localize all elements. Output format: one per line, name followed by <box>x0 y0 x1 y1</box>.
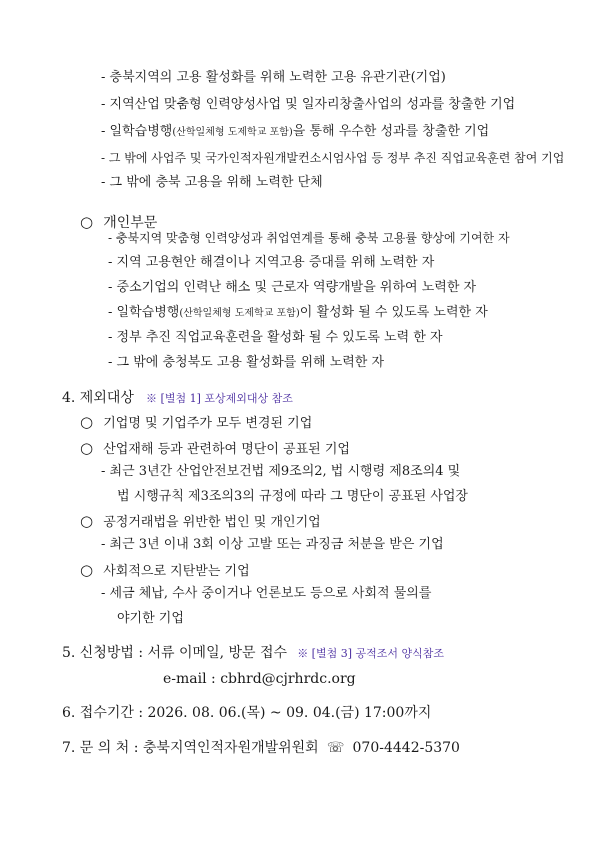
exclusion-item-text: 산업재해 등과 관련하여 명단이 공표된 기업 <box>103 442 350 457</box>
circle-bullet-icon: ○ <box>80 561 94 579</box>
org-item: - 그 밖에 사업주 및 국가인적자원개발컨소시엄사업 등 정부 추진 직업교육훈련 참여 기업 <box>101 151 565 165</box>
org-item: - 충북지역의 고용 활성화를 위해 노력한 고용 유관기관(기업) <box>101 70 446 85</box>
personal-item: - 충북지역 맞춤형 인력양성과 취업연계를 통해 충북 고용률 향상에 기여한 자 <box>108 231 510 245</box>
org-item: - 그 밖에 충북 고용을 위해 노력한 단체 <box>101 175 323 190</box>
exclusion-item-text: 기업명 및 기업주가 모두 변경된 기업 <box>103 416 313 431</box>
contact-line <box>62 738 460 759</box>
personal-item: - 지역 고용현안 해결이나 지역고용 증대를 위해 노력한 자 <box>108 255 435 270</box>
phone-icon: ☏ <box>326 740 345 756</box>
exclusion-item-text: 공정거래법을 위반한 법인 및 개인기업 <box>103 515 321 530</box>
contact-text: 7. 문 의 처 : 충북지역인적자원개발위원회 <box>62 740 319 756</box>
exclusion-note: ※ [별첨 1] 포상제외대상 참조 <box>146 392 293 405</box>
org-item: - 지역산업 맞춤형 인력양성사업 및 일자리창출사업의 성과를 창출한 기업 <box>101 97 516 112</box>
circle-bullet-icon: ○ <box>80 439 94 457</box>
personal-item-text: - 일학습병행 <box>108 305 180 320</box>
exclusion-subitem: - 최근 3년간 산업안전보건법 제9조의2, 법 시행령 제8조의4 및 <box>101 464 461 479</box>
circle-bullet-icon: ○ <box>80 512 94 530</box>
exclusion-subitem-continued: 법 시행규칙 제3조의3의 규정에 따라 그 명단이 공표된 사업장 <box>117 489 468 504</box>
circle-bullet-icon: ○ <box>80 213 94 231</box>
personal-title: 개인부문 <box>103 215 158 231</box>
exclusion-heading-line <box>62 388 293 409</box>
exclusion-subitem: - 세금 체납, 수사 중이거나 언론보도 등으로 사회적 물의를 <box>101 586 432 601</box>
application-line <box>62 643 444 664</box>
org-item-text: - 일학습병행 <box>101 124 173 139</box>
contact-phone: 070-4442-5370 <box>352 740 460 756</box>
application-email: e-mail : cbhrd@cjrhrdc.org <box>163 671 356 687</box>
personal-item: - 중소기업의 인력난 해소 및 근로자 역량개발을 위하여 노력한 자 <box>108 280 477 295</box>
circle-bullet-icon: ○ <box>80 413 94 431</box>
org-item-small-text: (산학일체형 도제학교 포함) <box>172 127 293 138</box>
exclusion-heading: 4. 제외대상 <box>62 390 134 406</box>
exclusion-subitem: - 최근 3년 이내 3회 이상 고발 또는 과징금 처분을 받은 기업 <box>101 537 444 552</box>
personal-item: - 그 밖에 충청북도 고용 활성화를 위해 노력한 자 <box>108 355 385 370</box>
personal-item-small-text: (산학일체형 도제학교 포함) <box>179 308 300 319</box>
org-item <box>101 122 489 143</box>
exclusion-subitem-continued: 야기한 기업 <box>117 611 184 626</box>
exclusion-item <box>80 511 321 533</box>
exclusion-item <box>80 412 312 434</box>
reception-period: 6. 접수기간 : 2026. 08. 06.(목) ~ 09. 04.(금) 17:00까지 <box>62 705 432 721</box>
personal-item <box>108 303 488 324</box>
application-note: ※ [별첨 3] 공적조서 양식참조 <box>297 647 445 660</box>
exclusion-item-text: 사회적으로 지탄받는 기업 <box>103 564 250 579</box>
exclusion-item <box>80 438 350 460</box>
exclusion-item <box>80 560 250 582</box>
personal-item: - 정부 추진 직업교육훈련을 활성화 될 수 있도록 노력 한 자 <box>108 330 443 345</box>
org-item-text: 을 통해 우수한 성과를 창출한 기업 <box>292 124 490 139</box>
application-heading: 5. 신청방법 : 서류 이메일, 방문 접수 <box>62 645 288 661</box>
personal-item-text: 이 활성화 될 수 있도록 노력한 자 <box>299 305 488 320</box>
